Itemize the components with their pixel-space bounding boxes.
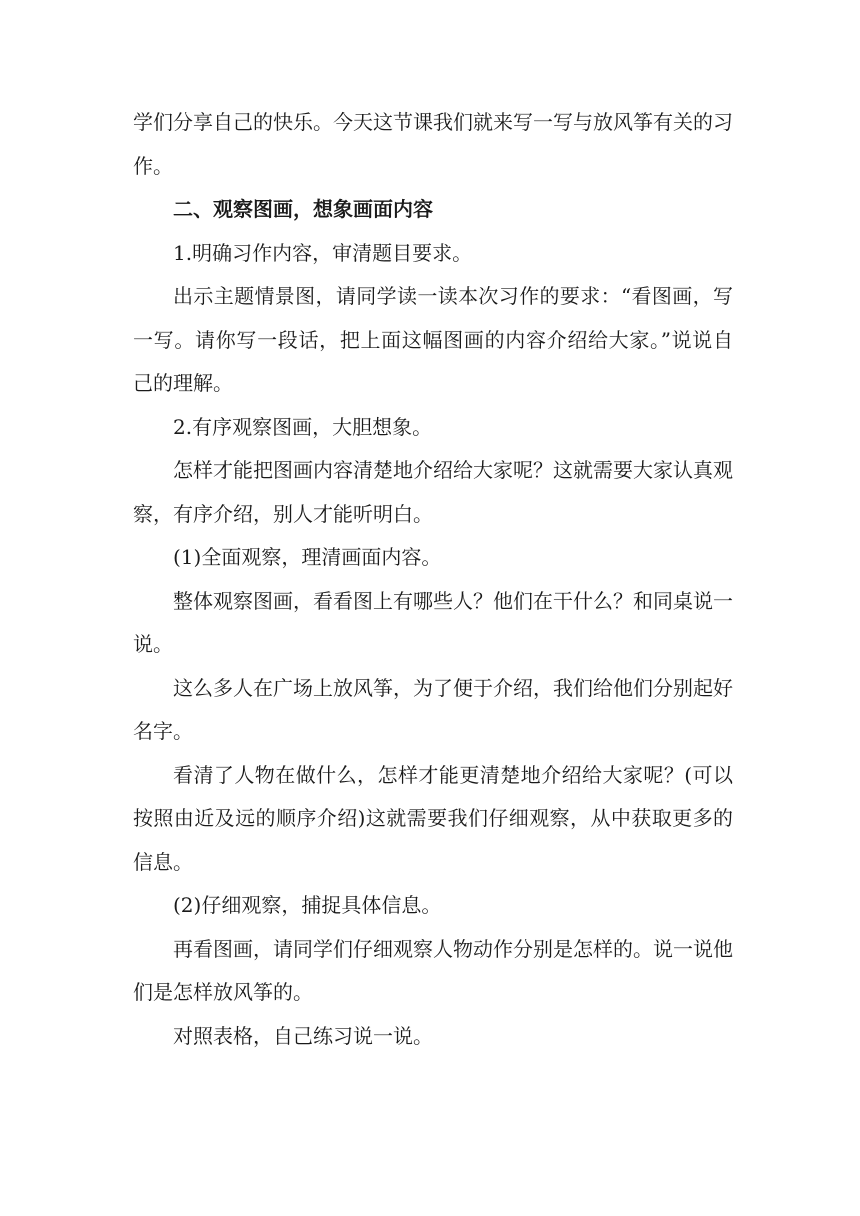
paragraph-12: 再看图画，请同学们仔细观察人物动作分别是怎样的。说一说他们是怎样放风筝的。 [133,936,733,1004]
paragraph-8: 整体观察图画，看看图上有哪些人？他们在干什么？和同桌说一说。 [133,588,733,656]
paragraph-5: 2.有序观察图画，大胆想象。 [173,414,433,439]
paragraph-7: (1)全面观察，理清画面内容。 [173,545,442,569]
section-heading: 二、观察图画，想象画面内容 [173,197,433,221]
paragraph-9: 这么多人在广场上放风筝，为了便于介绍，我们给他们分别起好名字。 [133,675,733,743]
paragraph-3: 1.明确习作内容，审清题目要求。 [173,240,473,265]
paragraph-4: 出示主题情景图，请同学读一读本次习作的要求：“看图画，写一写。请你写一段话，把上面这幅图画的内容介绍给大家。”说说自己的理解。 [133,284,733,395]
paragraph-11: (2)仔细观察，捕捉具体信息。 [173,893,442,917]
paragraph-6: 怎样才能把图画内容清楚地介绍给大家呢？这就需要大家认真观察，有序介绍，别人才能听明白。 [133,458,733,526]
document-body [133,101,733,1058]
paragraph-1: 学们分享自己的快乐。今天这节课我们就来写一写与放风筝有关的习作。 [133,110,733,178]
paragraph-13: 对照表格，自己练习说一说。 [173,1023,433,1048]
paragraph-10: 看清了人物在做什么，怎样才能更清楚地介绍给大家呢？(可以按照由近及远的顺序介绍)这就需要我们仔细观察，从中获取更多的信息。 [133,762,733,874]
